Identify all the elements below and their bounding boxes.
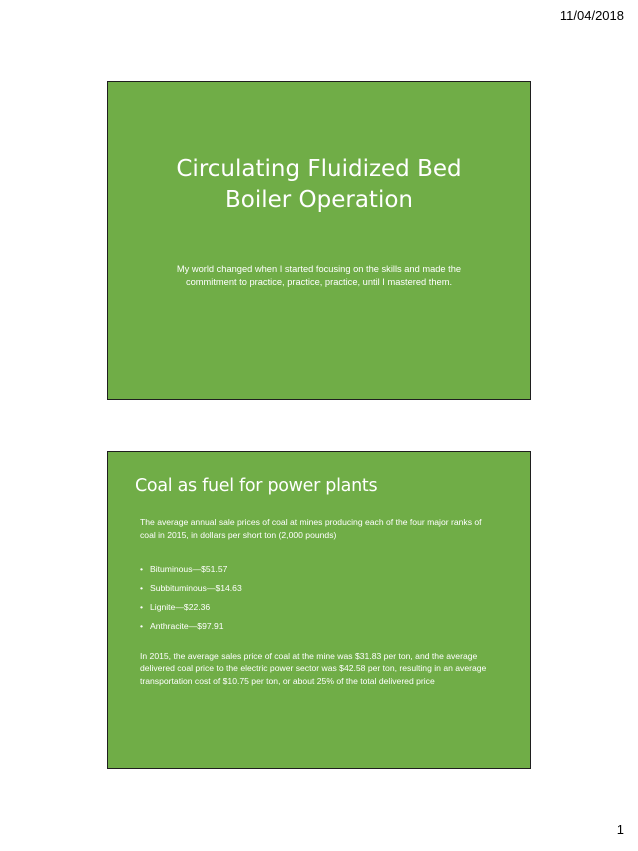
list-item	[140, 620, 242, 639]
list-item	[140, 563, 242, 582]
slide-2-intro: The average annual sale prices of coal at mines producing each of the four major ranks of coal in 2015, in dollars per short ton (2,000 pounds)	[140, 517, 482, 540]
page-date: 11/04/2018	[559, 8, 624, 23]
list-item	[140, 582, 242, 601]
list-item-text: Anthracite—$97.91	[150, 621, 224, 631]
slide-2	[107, 451, 531, 769]
list-item-text: Subbituminous—$14.63	[150, 583, 242, 593]
list-item	[140, 601, 242, 620]
bullet-icon: •	[140, 621, 144, 631]
slide-1	[107, 81, 531, 400]
page-number: 1	[616, 822, 624, 837]
coal-price-list	[140, 563, 242, 639]
list-item-text: Bituminous—$51.57	[150, 564, 228, 574]
slide-1-subtitle: My world changed when I started focusing on the skills and made the commitment to practice, practice, practice, until I mastered them.	[176, 264, 462, 287]
list-item-text: Lignite—$22.36	[150, 602, 211, 612]
bullet-icon: •	[140, 583, 144, 593]
slide-1-title: Circulating Fluidized Bed Boiler Operation	[176, 156, 462, 213]
bullet-icon: •	[140, 564, 144, 574]
slide-2-title: Coal as fuel for power plants	[135, 476, 378, 496]
bullet-icon: •	[140, 602, 144, 612]
slide-2-conclusion: In 2015, the average sales price of coal at the mine was $31.83 per ton, and the average delivered coal price to the electric power sector was $42.58 per ton, resulting in an average transportation cost of $10.75 per ton, or about 25% of the total delivered price	[140, 651, 487, 686]
